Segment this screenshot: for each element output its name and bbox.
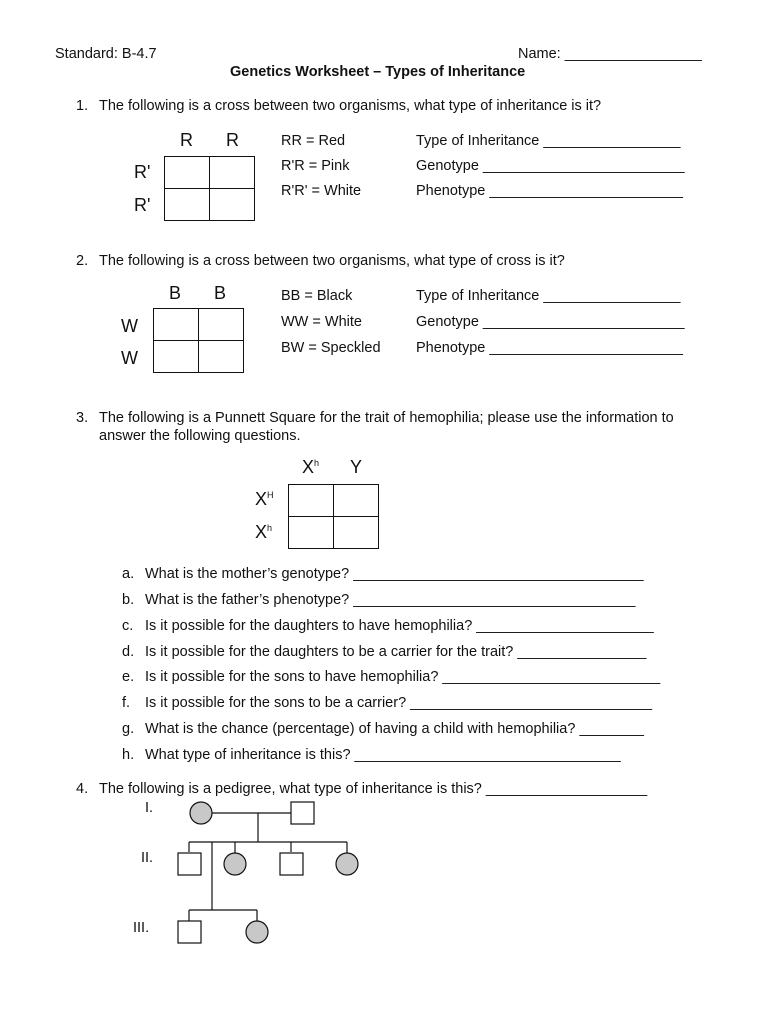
pedigree-lines — [189, 813, 347, 921]
q1-number: 1. — [76, 98, 89, 114]
q2-inheritance-blank[interactable]: Type of Inheritance _________________ — [416, 288, 681, 304]
q2-phenotype-blank[interactable]: Phenotype ________________________ — [416, 340, 683, 356]
unaffected-male-symbol — [280, 853, 303, 875]
q3-sub-letter-h: h. — [122, 747, 135, 763]
q1-genotype-blank[interactable]: Genotype _________________________ — [416, 158, 685, 174]
q3-number: 3. — [76, 410, 89, 426]
q2-key-1: BB = Black — [281, 288, 353, 304]
q1-key-1: RR = Red — [281, 133, 346, 149]
q3-sub-question-e[interactable]: Is it possible for the sons to have hemophilia? ___________________________ — [145, 669, 661, 685]
q4-text[interactable]: The following is a pedigree, what type of inheritance is this? ____________________ — [99, 781, 648, 797]
q2-text: The following is a cross between two organisms, what type of cross is it? — [99, 253, 565, 269]
q3-text-line-1: The following is a Punnett Square for the trait of hemophilia; please use the information to — [99, 410, 674, 426]
q2-number: 2. — [76, 253, 89, 269]
q1-top-allele-1: R — [180, 130, 193, 150]
standard-label: Standard: B-4.7 — [55, 46, 157, 62]
worksheet-title: Genetics Worksheet – Types of Inheritance — [230, 64, 526, 80]
q2-top-allele-2: B — [214, 283, 227, 303]
q3-side-allele-1: $X^H$ — [255, 489, 274, 509]
q3-sub-letter-g: g. — [122, 721, 135, 737]
q3-sub-question-b[interactable]: What is the father’s phenotype? ___________________________________ — [145, 592, 636, 608]
q3-sub-question-g[interactable]: What is the chance (percentage) of having a child with hemophilia? ________ — [145, 721, 644, 737]
q1-top-allele-2: R — [226, 130, 239, 150]
affected-female-symbol — [246, 921, 268, 943]
generation-label-3: III. — [133, 920, 150, 936]
q3-sub-letter-a: a. — [122, 566, 135, 582]
q1-side-allele-2: R' — [134, 195, 151, 215]
q3-sub-question-a[interactable]: What is the mother’s genotype? ____________________________________ — [145, 566, 644, 582]
unaffected-male-symbol — [178, 853, 201, 875]
q1-text: The following is a cross between two organisms, what type of inheritance is it? — [99, 98, 602, 114]
generation-label-2: II. — [141, 850, 154, 866]
q3-sub-question-h[interactable]: What type of inheritance is this? _________________________________ — [145, 747, 621, 763]
q1-side-allele-1: R' — [134, 162, 151, 182]
generation-label-1: I. — [145, 800, 154, 816]
q3-sub-letter-f: f. — [122, 695, 131, 711]
q2-genotype-blank[interactable]: Genotype _________________________ — [416, 314, 685, 330]
q3-text-line-2: answer the following questions. — [99, 428, 301, 444]
q2-key-2: WW = White — [281, 314, 362, 330]
q2-side-allele-2: W — [121, 348, 138, 368]
affected-female-symbol — [336, 853, 358, 875]
q2-key-3: BW = Speckled — [281, 340, 381, 356]
q2-side-allele-1: W — [121, 316, 138, 336]
q2-top-allele-1: B — [169, 283, 182, 303]
q3-sub-letter-e: e. — [122, 669, 135, 685]
affected-female-symbol — [224, 853, 246, 875]
q3-sub-letter-c: c. — [122, 618, 134, 634]
unaffected-male-symbol — [178, 921, 201, 943]
affected-female-symbol — [190, 802, 212, 824]
q1-phenotype-blank[interactable]: Phenotype ________________________ — [416, 183, 683, 199]
q3-sub-letter-b: b. — [122, 592, 135, 608]
unaffected-male-symbol — [291, 802, 314, 824]
q1-key-3: R'R' = White — [281, 183, 362, 199]
q3-sub-question-d[interactable]: Is it possible for the daughters to be a carrier for the trait? ________________ — [145, 644, 647, 660]
q3-top-allele-y: Y — [350, 457, 363, 477]
q1-inheritance-blank[interactable]: Type of Inheritance _________________ — [416, 133, 681, 149]
q3-sub-letter-d: d. — [122, 644, 135, 660]
q3-sub-question-f[interactable]: Is it possible for the sons to be a carrier? ______________________________ — [145, 695, 653, 711]
q4-number: 4. — [76, 781, 89, 797]
q1-key-2: R'R = Pink — [281, 158, 350, 174]
q3-top-allele-x: $X^h$ — [302, 457, 320, 477]
name-field-label: Name: _________________ — [518, 46, 702, 62]
q3-sub-question-c[interactable]: Is it possible for the daughters to have hemophilia? ______________________ — [145, 618, 654, 634]
q3-side-allele-2: $X^h$ — [255, 522, 273, 542]
